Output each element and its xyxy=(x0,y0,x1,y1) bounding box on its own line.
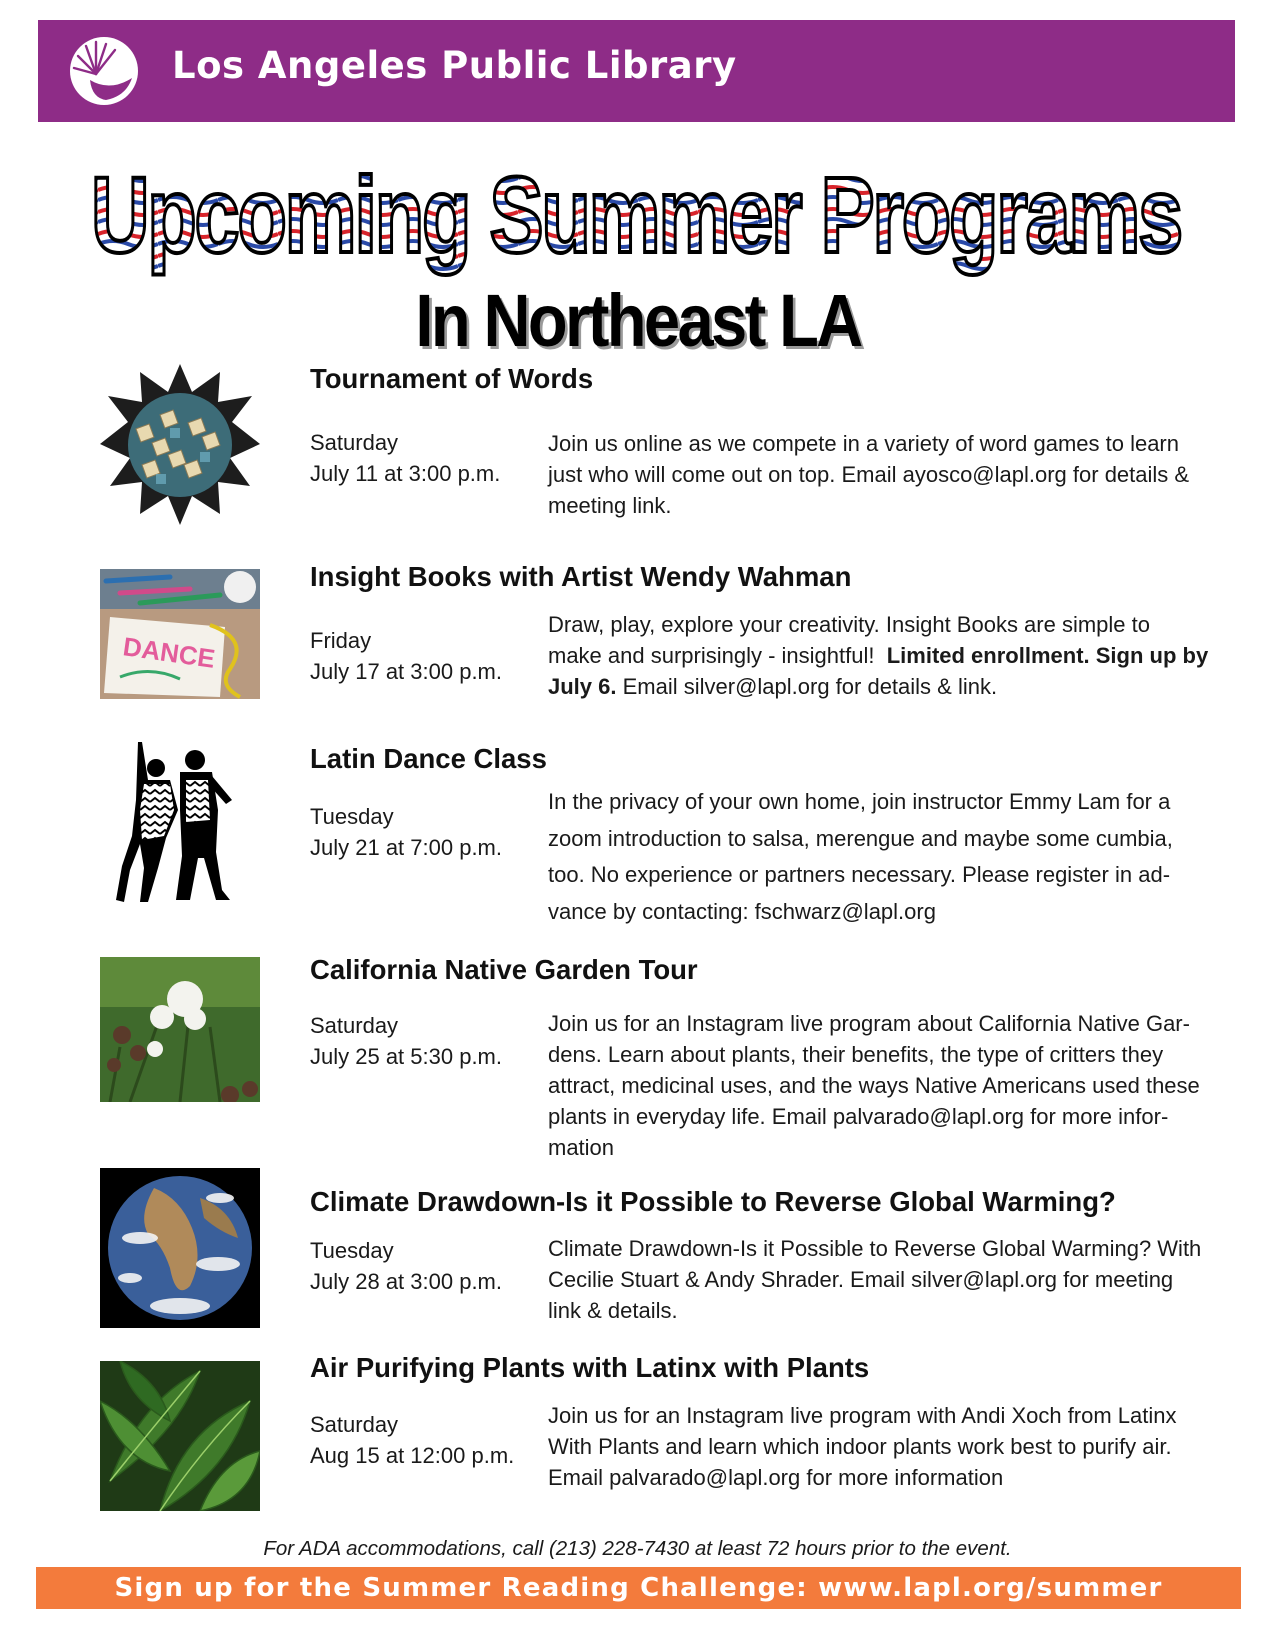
program-date: July 28 at 3:00 p.m. xyxy=(310,1269,502,1294)
title-main: Upcoming Summer Programs xyxy=(91,154,1181,275)
desc-line xyxy=(548,671,1238,702)
program-day: Saturday xyxy=(310,1412,399,1437)
program-title: Insight Books with Artist Wendy Wahman xyxy=(310,561,852,592)
ada-note: For ADA accommodations, call (213) 228-7430 at least 72 hours prior to the event. xyxy=(263,1537,1012,1560)
desc-bold: Limited enrollment. Sign up by xyxy=(886,643,1209,668)
program-description xyxy=(548,784,1238,930)
page-subtitle: In Northeast LA xyxy=(415,279,861,362)
desc-line: Join us online as we compete in a variety of word games to learn xyxy=(548,431,1179,456)
program-title: Latin Dance Class xyxy=(310,743,547,774)
green-leaves-icon xyxy=(100,1361,260,1511)
summer-reading-link[interactable]: Sign up for the Summer Reading Challenge: www.lapl.org/summer xyxy=(114,1573,1163,1603)
program-date: July 17 at 3:00 p.m. xyxy=(310,659,502,684)
desc-line: attract, medicinal uses, and the ways Native Americans used these xyxy=(548,1073,1200,1098)
earth-globe-icon xyxy=(100,1168,260,1328)
desc-line: mation xyxy=(548,1135,615,1160)
org-name: Los Angeles Public Library xyxy=(172,44,737,87)
program-date: July 21 at 7:00 p.m. xyxy=(310,835,502,860)
program-day: Saturday xyxy=(310,1013,399,1038)
program-day: Friday xyxy=(310,628,372,653)
program-date: July 11 at 3:00 p.m. xyxy=(310,461,501,486)
program-date: Aug 15 at 12:00 p.m. xyxy=(310,1443,515,1468)
program-description xyxy=(548,428,1238,521)
desc-line: vance by contacting: fschwarz@lapl.org xyxy=(548,898,936,924)
desc-line: Cecilie Stuart & Andy Shrader. Email silver@lapl.org for meeting xyxy=(548,1267,1174,1292)
desc-line: Climate Drawdown-Is it Possible to Reverse Global Warming? With xyxy=(548,1236,1202,1261)
program-description xyxy=(548,609,1238,702)
desc-text: Email silver@lapl.org for details & link. xyxy=(622,674,998,699)
desc-bold: July 6. xyxy=(548,674,617,699)
program-description xyxy=(548,1233,1238,1326)
program-title: Climate Drawdown-Is it Possible to Reverse Global Warming? xyxy=(310,1186,1116,1217)
dancing-couple-icon xyxy=(100,740,260,910)
svg-text:DANCE: DANCE xyxy=(121,631,217,674)
desc-line: zoom introduction to salsa, merengue and maybe some cumbia, xyxy=(548,825,1173,851)
desc-line: link & details. xyxy=(548,1298,678,1323)
desc-line: Email palvarado@lapl.org for more information xyxy=(548,1465,1004,1490)
desc-line: Draw, play, explore your creativity. Insight Books are simple to xyxy=(548,612,1150,637)
desc-line: Join us for an Instagram live program with Andi Xoch from Latinx xyxy=(548,1403,1177,1428)
header-bar xyxy=(38,20,1235,122)
program-description xyxy=(548,1008,1238,1163)
program-day: Saturday xyxy=(310,430,399,455)
desc-line: meeting link. xyxy=(548,493,672,518)
footer-bar xyxy=(36,1567,1241,1609)
program-description xyxy=(548,1400,1238,1493)
desc-line: plants in everyday life. Email palvarado@lapl.org for more infor- xyxy=(548,1104,1169,1129)
lapl-logo-icon xyxy=(66,34,142,108)
scrabble-tiles-icon xyxy=(100,362,260,527)
program-date: July 25 at 5:30 p.m. xyxy=(310,1044,502,1069)
native-flowers-icon xyxy=(100,957,260,1102)
desc-line: too. No experience or partners necessary. Please register in ad- xyxy=(548,862,1171,887)
art-supplies-icon xyxy=(100,569,260,699)
program-day: Tuesday xyxy=(310,804,394,829)
program-title: California Native Garden Tour xyxy=(310,954,698,985)
desc-line: Join us for an Instagram live program about California Native Gar- xyxy=(548,1011,1190,1036)
desc-line: dens. Learn about plants, their benefits, the type of critters they xyxy=(548,1042,1164,1067)
desc-line: With Plants and learn which indoor plants work best to purify air. xyxy=(548,1434,1172,1459)
program-title: Air Purifying Plants with Latinx with Plants xyxy=(310,1352,870,1383)
desc-line xyxy=(548,640,1238,671)
page-title xyxy=(38,140,1235,290)
desc-line: just who will come out on top. Email ayosco@lapl.org for details & xyxy=(548,462,1190,487)
program-title: Tournament of Words xyxy=(310,363,594,394)
program-day: Tuesday xyxy=(310,1238,394,1263)
desc-line: In the privacy of your own home, join instructor Emmy Lam for a xyxy=(548,789,1171,814)
desc-text: make and surprisingly - insightful! xyxy=(548,643,875,668)
